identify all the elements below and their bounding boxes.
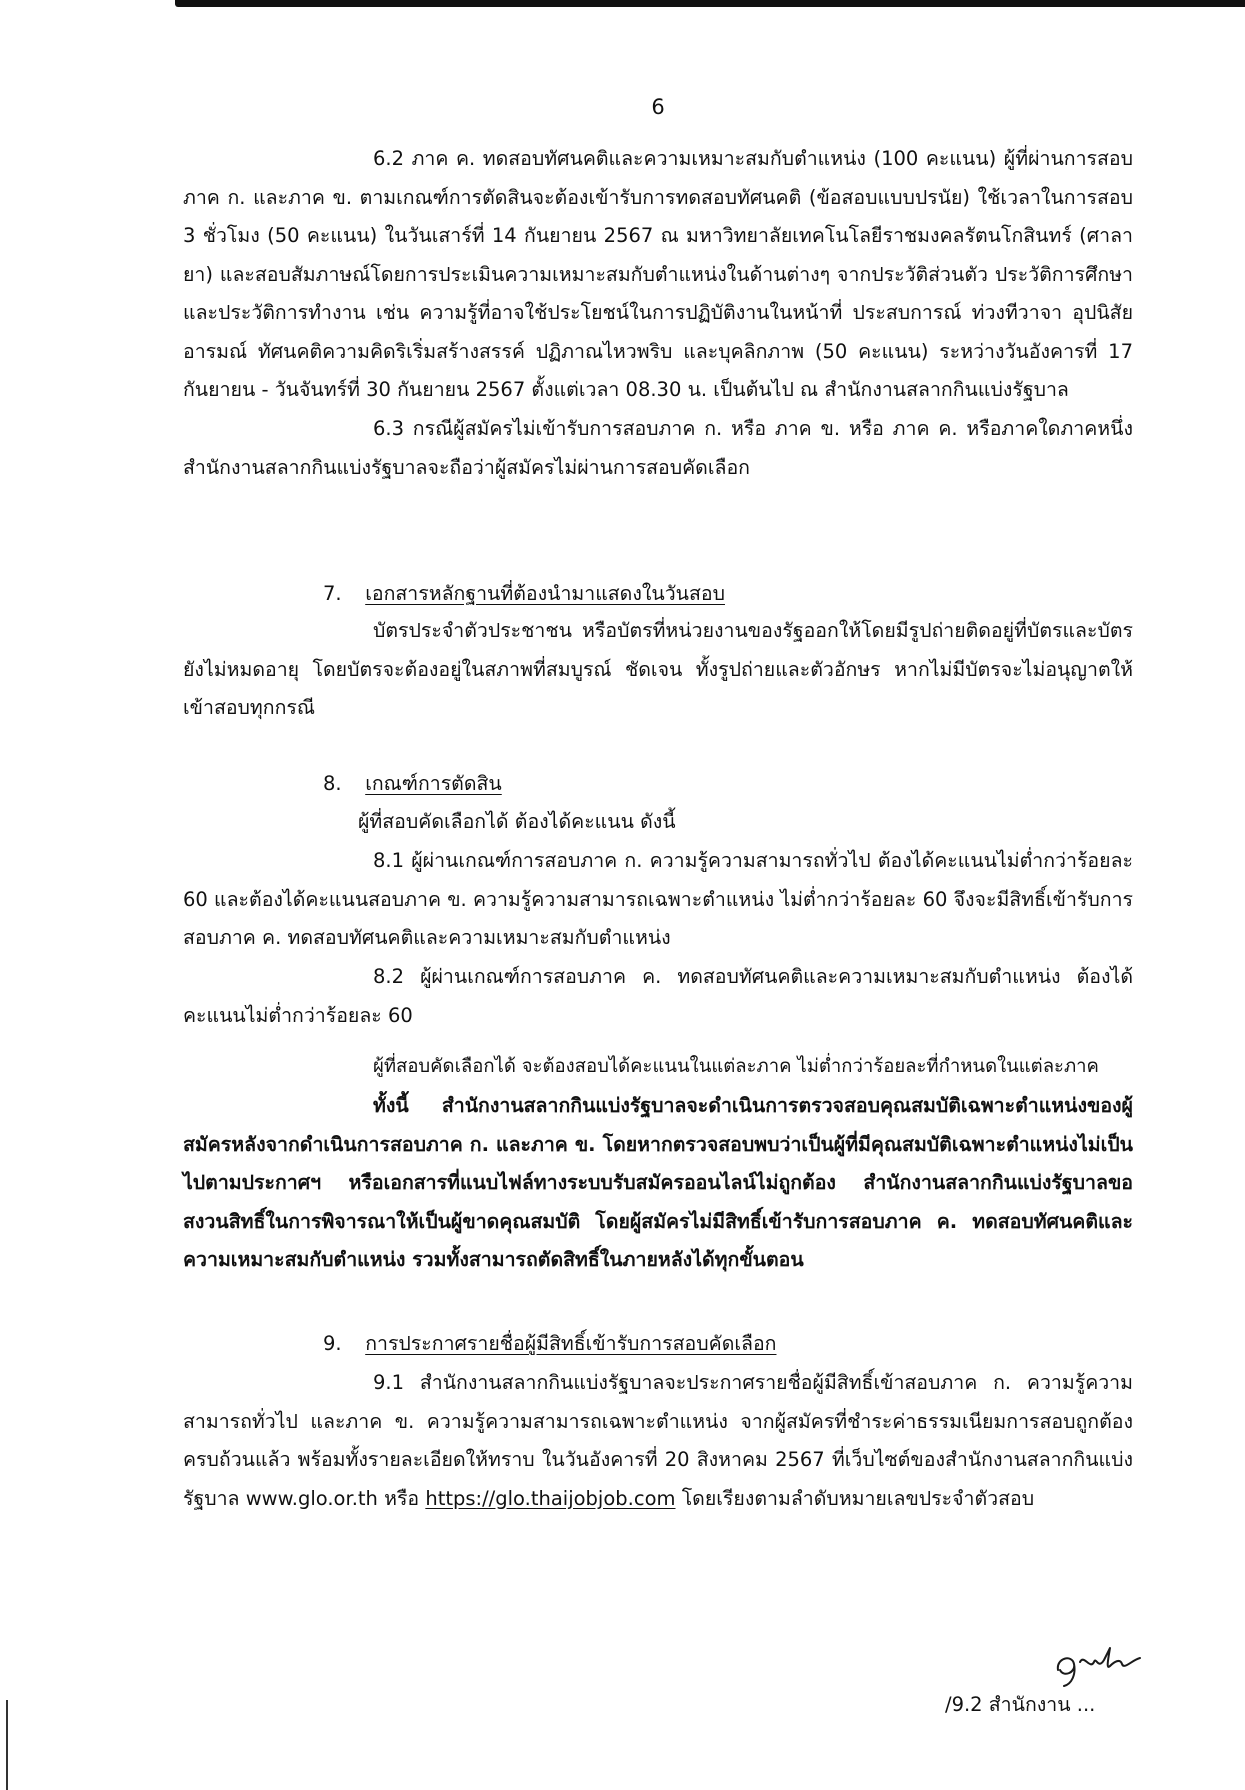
section-6-3: 6.3 กรณีผู้สมัครไม่เข้ารับการสอบภาค ก. หรือ ภาค ข. หรือ ภาค ค. หรือภาคใดภาคหนึ่ง สำนักงานสลากกินแบ่งรัฐบาลจะถือว่าผู้สมัครไม่ผ่านการสอบคัดเลือก (183, 417, 1133, 479)
section-8-title: เกณฑ์การตัดสิน (365, 772, 502, 795)
thaijobjob-link[interactable]: https://glo.thaijobjob.com (425, 1486, 676, 1510)
section-8-1: 8.1 ผู้ผ่านเกณฑ์การสอบภาค ก. ความรู้ความสามารถทั่วไป ต้องได้คะแนนไม่ต่ำกว่าร้อยละ 60 และต้องได้คะแนนสอบภาค ข. ความรู้ความสามารถเฉพาะตำแหน่ง ไม่ต่ำกว่าร้อยละ 60 จึงจะมีสิทธิ์เข้ารับการสอบภาค ค. ทดสอบทัศนคติและความเหมาะสมกับตำแหน่ง (183, 849, 1133, 949)
section-8-bold-notice: ทั้งนี้ สำนักงานสลากกินแบ่งรัฐบาลจะดำเนินการตรวจสอบคุณสมบัติเฉพาะตำแหน่งของผู้สมัครหลังจากดำเนินการสอบภาค ก. และภาค ข. โดยหากตรวจสอบพบว่าเป็นผู้ที่มีคุณสมบัติเฉพาะตำแหน่งไม่เป็นไปตามประกาศฯ หรือเอกสารที่แนบไฟล์ทางระบบรับสมัครออนไลน์ไม่ถูกต้อง สำนักงานสลากกินแบ่งรัฐบาลขอสงวนสิทธิ์ในการพิจารณาให้เป็นผู้ขาดคุณสมบัติ โดยผู้สมัครไม่มีสิทธิ์เข้ารับการสอบภาค ค. ทดสอบทัศนคติและความเหมาะสมกับตำแหน่ง รวมทั้งสามารถตัดสิทธิ์ในภายหลังได้ทุกขั้นตอน (183, 1094, 1133, 1271)
signature-mark (1050, 1640, 1145, 1690)
section-9-1-text: 9.1 สำนักงานสลากกินแบ่งรัฐบาลจะประกาศรายชื่อผู้มีสิทธิ์เข้าสอบภาค ก. ความรู้ความสามารถทั่วไป และภาค ข. ความรู้ความสามารถเฉพาะตำแหน่ง จากผู้สมัครที่ชำระค่าธรรมเนียมการสอบถูกต้อง ครบถ้วนแล้ว พร้อมทั้งรายละเอียดให้ทราบ ในวันอังคารที่ 20 สิงหาคม 2567 ที่เว็บไซต์ของสำนักงานสลากกินแบ่งรัฐบาล www.glo.or.th หรือ (183, 1371, 1133, 1510)
section-9-1-text-end: โดยเรียงตามลำดับหมายเลขประจำตัวสอบ (675, 1486, 1035, 1510)
section-8-intro: ผู้ที่สอบคัดเลือกได้ ต้องได้คะแนน ดังนี้ (358, 810, 676, 833)
page-left-edge (6, 1700, 8, 1790)
page-number: 6 (651, 95, 665, 119)
section-9-heading (323, 1325, 1123, 1364)
section-7-number: 7. (323, 582, 342, 605)
section-8-2: 8.2 ผู้ผ่านเกณฑ์การสอบภาค ค. ทดสอบทัศนคติและความเหมาะสมกับตำแหน่ง ต้องได้คะแนนไม่ต่ำกว่าร้อยละ 60 (183, 965, 1133, 1027)
continuation-note: /9.2 สำนักงาน ... (945, 1693, 1096, 1716)
section-8-note: ผู้ที่สอบคัดเลือกได้ จะต้องสอบได้คะแนนในแต่ละภาค ไม่ต่ำกว่าร้อยละที่กำหนดในแต่ละภาค (373, 1056, 1099, 1077)
section-9-title: การประกาศรายชื่อผู้มีสิทธิ์เข้ารับการสอบคัดเลือก (365, 1332, 777, 1355)
section-6-2: 6.2 ภาค ค. ทดสอบทัศนคติและความเหมาะสมกับตำแหน่ง (100 คะแนน) ผู้ที่ผ่านการสอบภาค ก. และภาค ข. ตามเกณฑ์การตัดสินจะต้องเข้ารับการทดสอบทัศนคติ (ข้อสอบแบบปรนัย) ใช้เวลาในการสอบ 3 ชั่วโมง (50 คะแนน) ในวันเสาร์ที่ 14 กันยายน 2567 ณ มหาวิทยาลัยเทคโนโลยีราชมงคลรัตนโกสินทร์ (ศาลายา) และสอบสัมภาษณ์โดยการประเมินความเหมาะสมกับตำแหน่งในด้านต่างๆ จากประวัติส่วนตัว ประวัติการศึกษา และประวัติการทำงาน เช่น ความรู้ที่อาจใช้ประโยชน์ในการปฏิบัติงานในหน้าที่ ประสบการณ์ ท่วงทีวาจา อุปนิสัย อารมณ์ ทัศนคติความคิดริเริ่มสร้างสรรค์ ปฏิภาณไหวพริบ และบุคลิกภาพ (50 คะแนน) ระหว่างวันอังคารที่ 17 กันยายน - วันจันทร์ที่ 30 กันยายน 2567 ตั้งแต่เวลา 08.30 น. เป็นต้นไป ณ สำนักงานสลากกินแบ่งรัฐบาล (183, 147, 1133, 401)
section-7-heading (323, 575, 1123, 614)
page-top-edge (175, 0, 1245, 7)
section-9-1 (183, 1364, 1133, 1518)
section-8-number: 8. (323, 772, 342, 795)
section-8-heading (323, 765, 1123, 804)
section-7-body: บัตรประจำตัวประชาชน หรือบัตรที่หน่วยงานของรัฐออกให้โดยมีรูปถ่ายติดอยู่ที่บัตรและบัตรยังไม่หมดอายุ โดยบัตรจะต้องอยู่ในสภาพที่สมบูรณ์ ชัดเจน ทั้งรูปถ่ายและตัวอักษร หากไม่มีบัตรจะไม่อนุญาตให้เข้าสอบทุกกรณี (183, 619, 1133, 719)
section-9-number: 9. (323, 1332, 342, 1355)
section-7-title: เอกสารหลักฐานที่ต้องนำมาแสดงในวันสอบ (365, 582, 725, 605)
